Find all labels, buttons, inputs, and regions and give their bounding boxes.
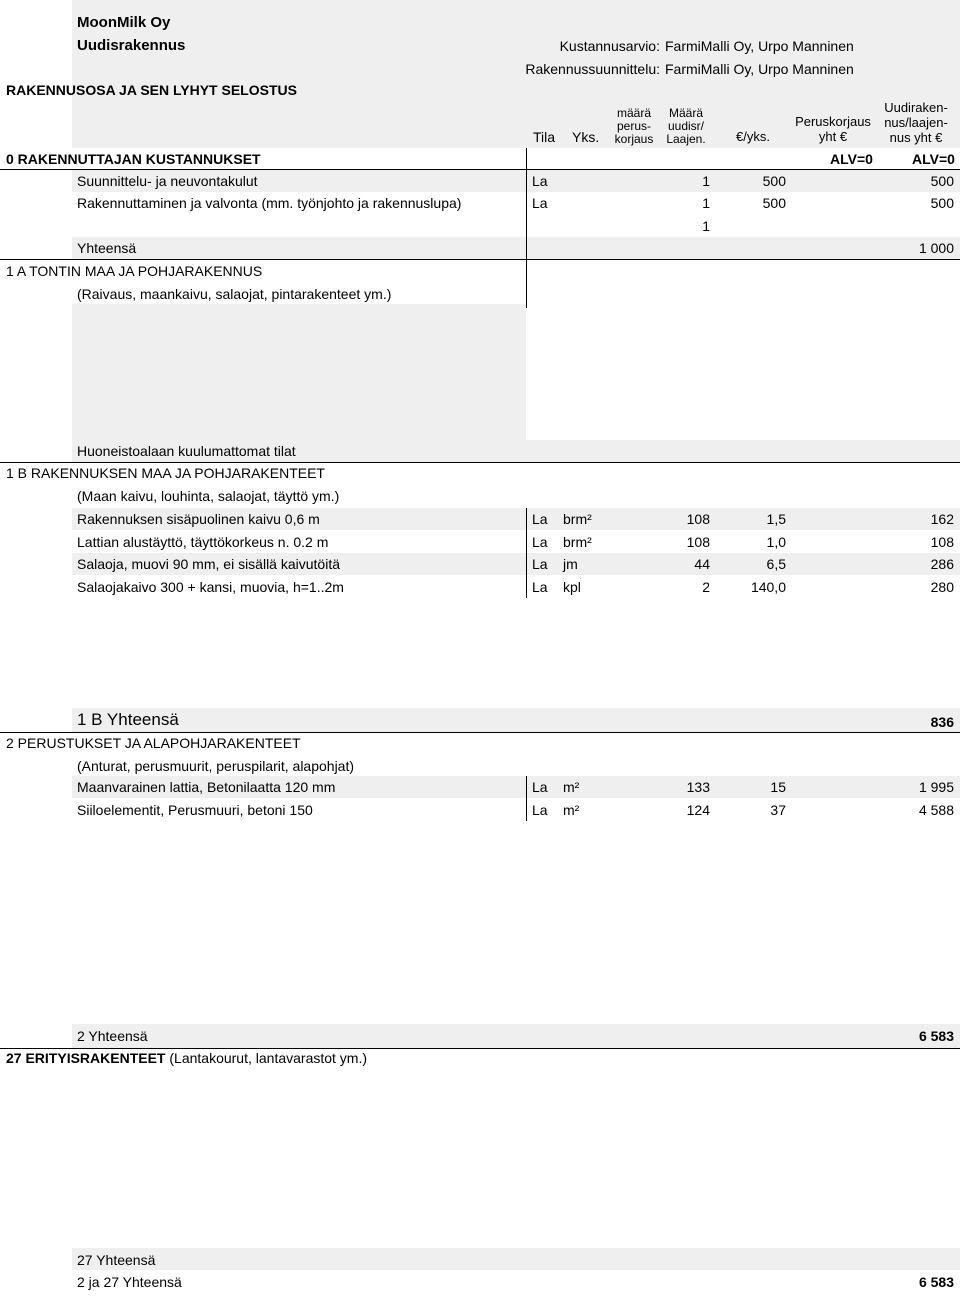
- table-row: Lattian alustäyttö, täyttökorkeus n. 0.2 m La brm² 108 1,0 108: [77, 534, 954, 550]
- section-1b-subtitle: (Maan kaivu, louhinta, salaojat, täyttö ym.): [77, 488, 340, 504]
- table-row: Suunnittelu- ja neuvontakulut La 1 500 500: [77, 173, 954, 189]
- grand-total-label: 2 ja 27 Yhteensä: [77, 1274, 182, 1290]
- table-row: Salaojakaivo 300 + kansi, muovia, h=1..2m La kpl 2 140,0 280: [77, 579, 954, 595]
- table-row: 1: [702, 218, 710, 234]
- col-uudis: Uudiraken- nus/laajen- nus yht €: [884, 100, 948, 145]
- table-row: Salaoja, muovi 90 mm, ei sisällä kaivutöitä La jm 44 6,5 286: [77, 556, 954, 572]
- document-type: Uudisrakennus: [77, 37, 186, 54]
- col-maara-perus: määrä perus- korjaus: [614, 106, 654, 146]
- section-heading: RAKENNUSOSA JA SEN LYHYT SELOSTUS: [6, 82, 297, 98]
- alv-uudis: ALV=0: [912, 151, 955, 167]
- section-27-heading: [6, 1050, 367, 1066]
- section-1b-title: 1 B RAKENNUKSEN MAA JA POHJARAKENTEET: [6, 465, 325, 481]
- design-value: FarmiMalli Oy, Urpo Manninen: [665, 61, 854, 77]
- table-row: Rakennuksen sisäpuolinen kaivu 0,6 m La brm² 108 1,5 162: [77, 511, 954, 527]
- col-tila: Tila: [533, 129, 556, 145]
- col-yks: Yks.: [572, 129, 600, 145]
- grand-total-value: 6 583: [918, 1274, 954, 1290]
- section-1b-total-value: 836: [930, 714, 954, 730]
- section-2-total-label: 2 Yhteensä: [77, 1028, 148, 1044]
- section-27-total-label: 27 Yhteensä: [77, 1252, 156, 1268]
- section-2-total-value: 6 583: [918, 1028, 954, 1044]
- section-1a-footer: Huoneistoalaan kuulumattomat tilat: [77, 443, 296, 459]
- section-2-title: 2 PERUSTUKSET JA ALAPOHJARAKENTEET: [6, 735, 301, 751]
- table-row: Rakennuttaminen ja valvonta (mm. työnjohto ja rakennuslupa) La 1 500 500: [77, 195, 954, 211]
- alv-peruskorjaus: ALV=0: [830, 151, 873, 167]
- section-1a-subtitle: (Raivaus, maankaivu, salaojat, pintarakenteet ym.): [77, 286, 392, 302]
- section-27-title: 27 ERITYISRAKENTEET: [6, 1050, 166, 1066]
- section-2-subtitle: (Anturat, perusmuurit, peruspilarit, alapohjat): [77, 758, 355, 774]
- section-0-title: 0 RAKENNUTTAJAN KUSTANNUKSET: [6, 151, 261, 167]
- horizontal-rule: [0, 1048, 960, 1049]
- horizontal-rule: [0, 259, 960, 260]
- table-row: Maanvarainen lattia, Betonilaatta 120 mm La m² 133 15 1 995: [77, 779, 954, 795]
- design-label: Rakennussuunnittelu:: [525, 61, 660, 77]
- section-0-total: Yhteensä 1 000: [77, 240, 954, 256]
- horizontal-rule: [0, 732, 960, 733]
- table-row: Siiloelementit, Perusmuuri, betoni 150 La m² 124 37 4 588: [77, 802, 954, 818]
- col-per-unit: €/yks.: [736, 129, 770, 144]
- company-name: MoonMilk Oy: [77, 14, 171, 31]
- section-1b-total-label: 1 B Yhteensä: [77, 710, 179, 729]
- estimate-value: FarmiMalli Oy, Urpo Manninen: [665, 38, 854, 54]
- section-27-subtitle: (Lantakourut, lantavarastot ym.): [169, 1050, 368, 1066]
- col-peruskorjaus: Peruskorjaus yht €: [795, 114, 871, 144]
- col-maara-uudis: Määrä uudisr/ Laajen.: [666, 106, 706, 146]
- horizontal-rule: [0, 462, 960, 463]
- section-1a-title: 1 A TONTIN MAA JA POHJARAKENNUS: [6, 263, 263, 279]
- estimate-label: Kustannusarvio:: [559, 38, 660, 54]
